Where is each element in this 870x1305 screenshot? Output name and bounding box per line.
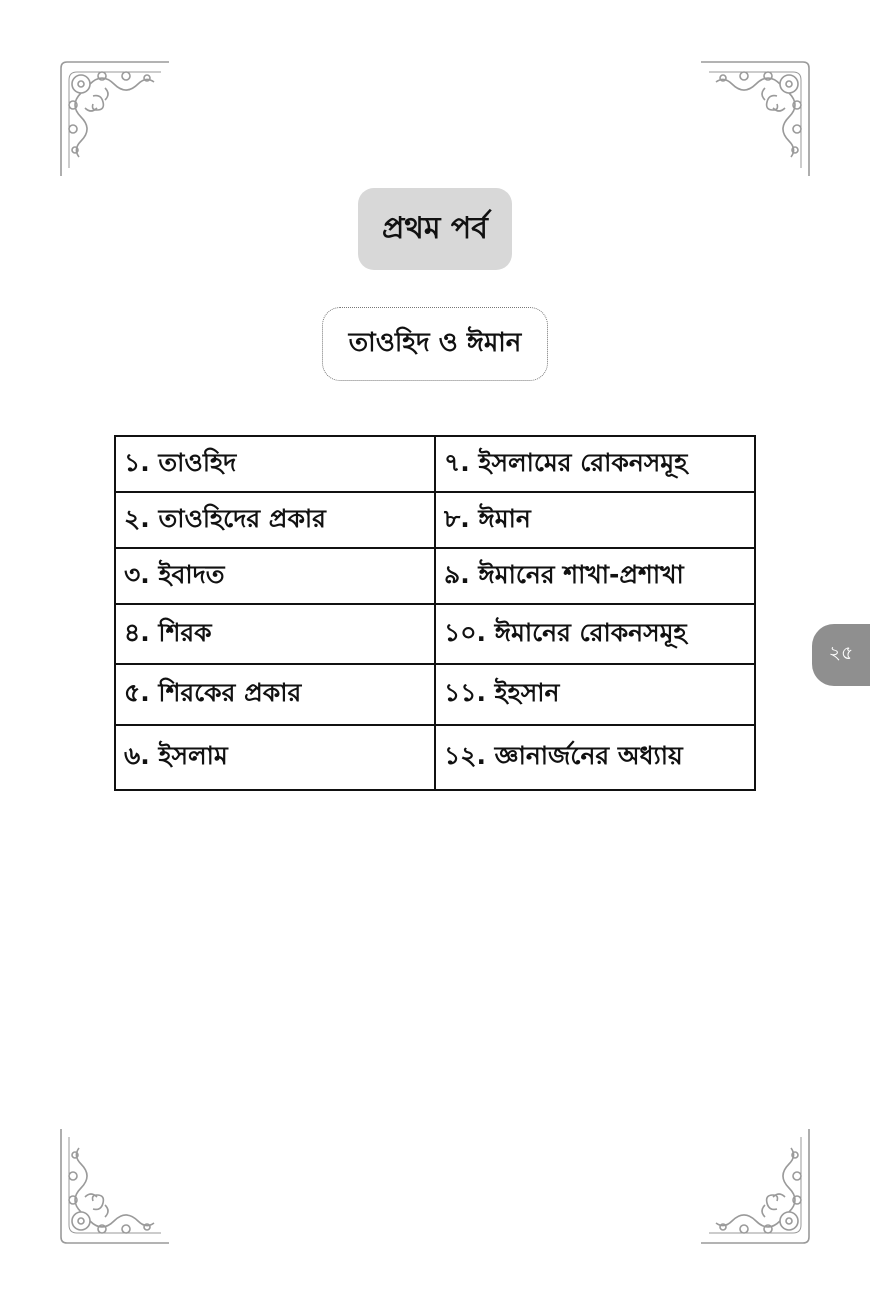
topics-table (114, 435, 756, 791)
topic-cell: ৪. শিরক (115, 604, 435, 664)
part-title: প্রথম পর্ব (358, 188, 512, 270)
topic-cell: ৮. ঈমান (435, 492, 755, 548)
topic-cell: ১১. ইহসান (435, 664, 755, 725)
topic-cell: ১. তাওহিদ (115, 436, 435, 492)
topic-cell: ৫. শিরকের প্রকার (115, 664, 435, 725)
topic-cell: ১২. জ্ঞানার্জনের অধ্যায় (435, 725, 755, 790)
corner-ornament-bottom-left-icon (55, 1127, 175, 1247)
table-row (115, 548, 755, 604)
corner-ornament-bottom-right-icon (695, 1127, 815, 1247)
section-title: তাওহিদ ও ঈমান (322, 307, 548, 381)
table-row (115, 664, 755, 725)
corner-ornament-top-left-icon (55, 58, 175, 178)
corner-ornament-top-right-icon (695, 58, 815, 178)
topic-cell: ৯. ঈমানের শাখা-প্রশাখা (435, 548, 755, 604)
topic-cell: ৩. ইবাদত (115, 548, 435, 604)
page-number-tab: ২৫ (812, 624, 870, 686)
table-row (115, 492, 755, 548)
table-row (115, 725, 755, 790)
topic-cell: ৬. ইসলাম (115, 725, 435, 790)
topic-cell: ২. তাওহিদের প্রকার (115, 492, 435, 548)
table-row (115, 436, 755, 492)
topic-cell: ৭. ইসলামের রোকনসমূহ (435, 436, 755, 492)
topic-cell: ১০. ঈমানের রোকনসমূহ (435, 604, 755, 664)
table-row (115, 604, 755, 664)
